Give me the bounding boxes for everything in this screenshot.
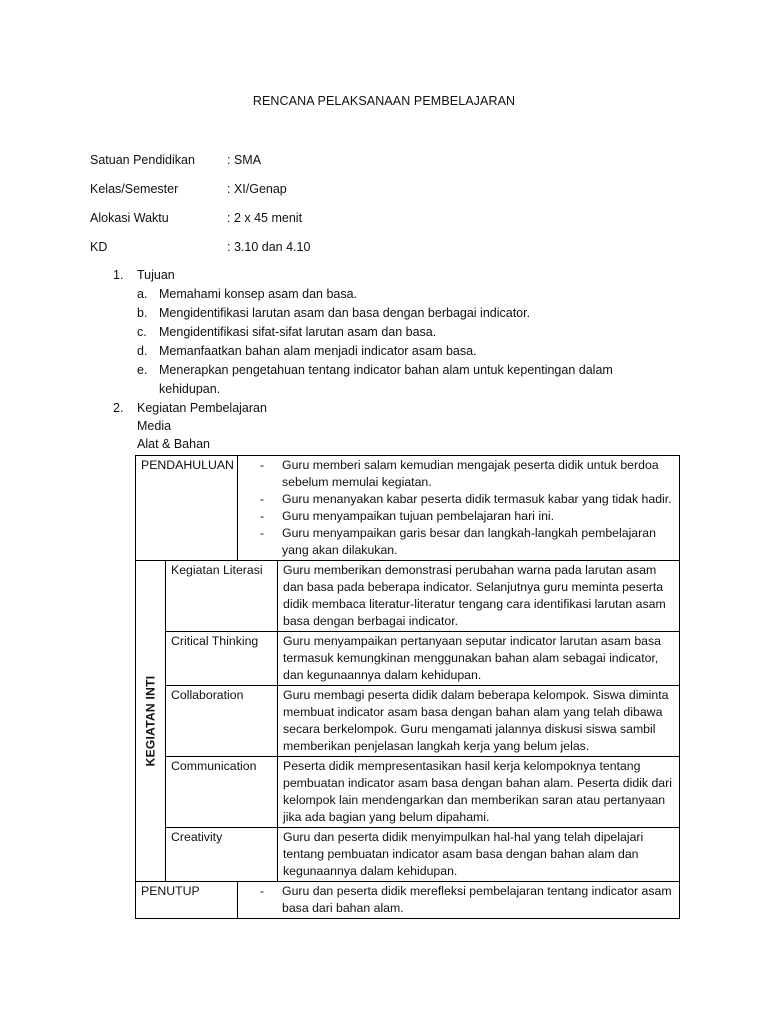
objective-item: Menerapkan pengetahuan tentang indicator bahan alam untuk kepentingan dalam: [159, 363, 613, 377]
dash-bullet: -: [260, 458, 265, 472]
table-row-pendahuluan: [136, 456, 680, 561]
objective-item: Memahami konsep asam dan basa.: [159, 287, 358, 301]
info-value: : 3.10 dan 4.10: [227, 240, 311, 254]
activity-label: Kegiatan Literasi: [166, 561, 278, 632]
list-item-text: Guru menyampaikan tujuan pembelajaran hari ini.: [282, 509, 555, 523]
penutup-content: [238, 882, 680, 919]
list-marker: b.: [137, 306, 148, 320]
info-label: Kelas/Semester: [90, 182, 179, 196]
dash-bullet: -: [260, 884, 265, 898]
objective-item: Memanfaatkan bahan alam menjadi indicator asam basa.: [159, 344, 477, 358]
list-item-text: Guru memberi salam kemudian mengajak peserta didik untuk berdoa sebelum memulai kegiatan.: [282, 458, 659, 489]
list-item: [258, 491, 674, 508]
table-row-inti: [136, 632, 680, 686]
activity-label: Communication: [166, 757, 278, 828]
info-label: Satuan Pendidikan: [90, 153, 195, 167]
objective-item: Mengidentifikasi larutan asam dan basa dengan berbagai indicator.: [159, 306, 531, 320]
activity-description: Guru memberikan demonstrasi perubahan warna pada larutan asam dan basa pada beberapa indicator. Selanjutnya guru meminta peserta didik membaca literatur-literatur tengang cara identifikasi larutan asam basa dengan berbagai indicator.: [278, 561, 680, 632]
phase-label-inti: KEGIATAN INTI: [143, 675, 157, 767]
activity-description: Guru dan peserta didik menyimpulkan hal-hal yang telah dipelajari tentang pembuatan indicator asam basa dengan bahan alam dan kegunaannya dalam kehidupan.: [278, 828, 680, 882]
document-title: RENCANA PELAKSANAAN PEMBELAJARAN: [252, 94, 516, 108]
objective-item: Mengidentifikasi sifat-sifat larutan asam dan basa.: [159, 325, 437, 339]
activity-label: Collaboration: [166, 686, 278, 757]
phase-label-penutup: PENUTUP: [136, 882, 238, 919]
dash-bullet: -: [260, 492, 265, 506]
list-item: [258, 508, 674, 525]
list-marker: a.: [137, 287, 148, 301]
list-marker: c.: [137, 325, 147, 339]
table-row-penutup: [136, 882, 680, 919]
list-item-text: Guru menanyakan kabar peserta didik termasuk kabar yang tidak hadir.: [282, 492, 672, 506]
phase-label-pendahuluan: PENDAHULUAN: [136, 456, 238, 561]
section-title-tujuan: Tujuan: [137, 268, 175, 282]
dash-bullet: -: [260, 526, 265, 540]
info-label: KD: [90, 240, 108, 254]
dash-bullet: -: [260, 509, 265, 523]
list-item-text: Guru dan peserta didik merefleksi pembelajaran tentang indicator asam basa dari bahan alam.: [282, 884, 672, 915]
info-value: : SMA: [227, 153, 262, 167]
table-row-inti: [136, 757, 680, 828]
list-marker: d.: [137, 344, 148, 358]
info-value: : 2 x 45 menit: [227, 211, 303, 225]
section-number: 2.: [113, 401, 124, 415]
section-number: 1.: [113, 268, 124, 282]
list-item: [258, 457, 674, 491]
info-value: : XI/Genap: [227, 182, 287, 196]
list-item: [258, 525, 674, 559]
list-marker: e.: [137, 363, 148, 377]
pendahuluan-content: [238, 456, 680, 561]
activity-label: Creativity: [166, 828, 278, 882]
section-title-kegiatan: Kegiatan Pembelajaran: [137, 401, 267, 415]
table-row-inti: [136, 686, 680, 757]
activity-table: [135, 455, 680, 919]
table-row-inti: [136, 561, 680, 632]
list-item-text: Guru menyampaikan garis besar dan langkah-langkah pembelajaran yang akan dilakukan.: [282, 526, 656, 557]
activity-description: Guru membagi peserta didik dalam beberapa kelompok. Siswa diminta membuat indicator asam basa dengan bahan alam yang telah dibawa secara berkelompok. Guru mengamati jalannya diskusi siswa sambil memberikan penjelasan langkah kerja yang belum jelas.: [278, 686, 680, 757]
activity-description: Guru menyampaikan pertanyaan seputar indicator larutan asam basa termasuk kemungkinan menggunakan bahan alam sebagai indicator, dan kegunaannya dalam kehidupan.: [278, 632, 680, 686]
phase-label-cell-inti: [136, 561, 166, 882]
objective-item-continued: kehidupan.: [159, 382, 221, 396]
media-label: Media: [137, 419, 172, 433]
activity-label: Critical Thinking: [166, 632, 278, 686]
info-label: Alokasi Waktu: [90, 211, 169, 225]
list-item: [258, 883, 674, 917]
activity-description: Peserta didik mempresentasikan hasil kerja kelompoknya tentang pembuatan indicator asam basa dengan bahan alam. Peserta didik dari kelompok lain mendengarkan dan memberikan saran atau pertanyaan jika ada bagian yang belum dipahami.: [278, 757, 680, 828]
table-row-inti: [136, 828, 680, 882]
tools-label: Alat & Bahan: [137, 437, 210, 451]
